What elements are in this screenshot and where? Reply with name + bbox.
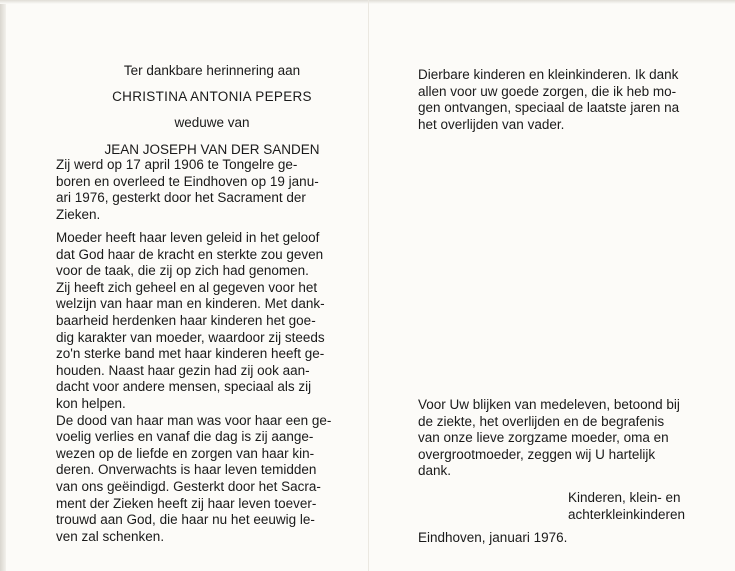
text-line: dat God haar de kracht en sterkte zou geven bbox=[56, 246, 324, 262]
text-line: kon helpen. bbox=[56, 395, 126, 411]
text-line: ari 1976, gesterkt door het Sacrament der bbox=[56, 190, 306, 206]
text-line: houden. Naast haar gezin had zij ook aan- bbox=[56, 362, 310, 378]
text-line: voor de taak, die zij op zich had genomen. bbox=[56, 263, 309, 279]
text-line: Zij heeft zich geheel en al gegeven voor het bbox=[56, 279, 318, 295]
text-line: gen ontvangen, speciaal de laatste jaren na bbox=[418, 100, 680, 116]
text-line: boren en overleed te Eindhoven op 19 janu- bbox=[56, 173, 319, 189]
text-line: van ons geëindigd. Gesterkt door het Sacra- bbox=[56, 478, 321, 494]
text-line: voelig verlies en vanaf die dag is zij aange- bbox=[56, 429, 314, 445]
deceased-name: CHRISTINA ANTONIA PEPERS bbox=[112, 89, 312, 104]
life-paragraph bbox=[56, 230, 368, 545]
intro-line: Ter dankbare herinnering aan bbox=[123, 63, 301, 78]
text-line: deren. Onverwachts is haar leven temidden bbox=[56, 462, 317, 478]
text-line: wezen op de liefde en zorgen van haar kin- bbox=[56, 445, 315, 461]
text-line: ment der Zieken heeft zij haar leven toever- bbox=[56, 495, 317, 511]
text-line: overgrootmoeder, zeggen wij U hartelijk bbox=[418, 446, 656, 462]
text-line: zo'n sterke band met haar kinderen heeft ge- bbox=[56, 346, 325, 362]
text-line: achterkleinkinderen bbox=[568, 506, 686, 522]
birth-paragraph bbox=[56, 157, 368, 223]
text-line: De dood van haar man was voor haar een ge- bbox=[56, 412, 332, 428]
text-line: dig karakter van moeder, waardoor zij steeds bbox=[56, 329, 325, 345]
text-line: ven zal schenken. bbox=[56, 528, 165, 544]
text-line: dacht voor andere mensen, speciaal als zij bbox=[56, 379, 312, 395]
text-line: Kinderen, klein- en bbox=[568, 490, 681, 505]
signature-block bbox=[568, 490, 708, 523]
text-line: van onze lieve zorgzame moeder, oma en bbox=[418, 430, 669, 446]
text-line: trouwd aan God, die haar nu het eeuwig le- bbox=[56, 512, 315, 528]
spouse-name: JEAN JOSEPH VAN DER SANDEN bbox=[104, 142, 320, 157]
text-line: dank. bbox=[418, 463, 452, 479]
card-fold bbox=[368, 0, 369, 571]
farewell-paragraph bbox=[418, 67, 708, 133]
text-line: welzijn van haar man en kinderen. Met dank- bbox=[56, 296, 325, 312]
thanks-paragraph bbox=[418, 397, 708, 480]
text-line: allen voor uw goede zorgen, die ik heb mo- bbox=[418, 83, 677, 99]
text-line: baarheid herdenken haar kinderen het goe- bbox=[56, 312, 316, 328]
relation-line: weduwe van bbox=[174, 115, 250, 130]
text-line: Zieken. bbox=[56, 206, 101, 222]
text-line: Voor Uw blijken van medeleven, betoond bij bbox=[418, 397, 680, 412]
text-line: de ziekte, het overlijden en de begrafenis bbox=[418, 413, 665, 429]
text-line: Moeder heeft haar leven geleid in het geloof bbox=[56, 230, 320, 245]
text-line: het overlijden van vader. bbox=[418, 116, 565, 132]
card-left-edge bbox=[0, 0, 6, 571]
place-date: Eindhoven, januari 1976. bbox=[418, 530, 568, 545]
text-line: Zij werd op 17 april 1906 te Tongelre ge- bbox=[56, 157, 298, 172]
text-line: Dierbare kinderen en kleinkinderen. Ik dank bbox=[418, 67, 679, 82]
